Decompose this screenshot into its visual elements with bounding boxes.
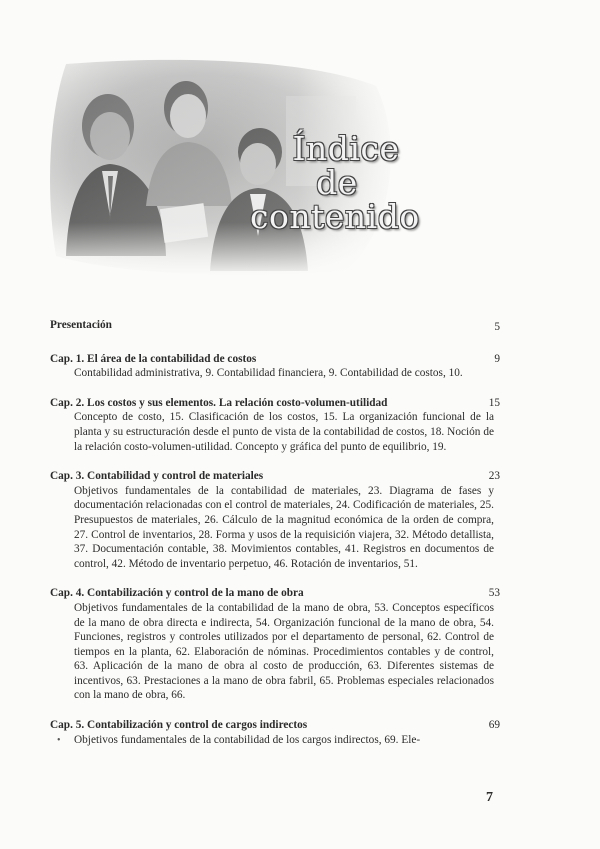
toc-page-number: 53 (488, 587, 500, 600)
toc-description: Objetivos fundamentales de la contabilidad de materiales, 23. Diagrama de fases y documentación relacionadas con el control de materiales, 24. Codificación de materiales, 25. Presupuestos de materiales, 26. Cálculo de la magnitud económica de la orden de compra, 27. Control de inventarios, 28. Forma y usos de la requisición viajera, 32. Método detallista, 37. Documentación contable, 38. Movimientos contables, 41. Registros en documentos de control, 42. Método de inventario perpetuo, 46. Rotación de inventarios, 51. (74, 484, 494, 570)
toc-entry-cap2 (50, 396, 500, 454)
title-line: de (316, 163, 358, 202)
toc-page-number: 9 (494, 352, 500, 365)
bullet-mark-icon: • (57, 735, 61, 747)
toc-description: Objetivos fundamentales de la contabilidad de la mano de obra, 53. Conceptos específicos de la mano de obra directa e indirecta, 54. Organización funcional de la mano de obra, 54. Funciones, registros y controles utilizados por el departamento de personal, 62. Control de tiempos en la planta, 62. Elaboración de nóminas. Procedimientos contables y de control, 63. Aplicación de la mano de obra al costo de producción, 63. Diferentes sistemas de incentivos, 63. Prestaciones a la mano de obra fabril, 65. Problemas especiales relacionados con la mano de obra, 66. (74, 601, 494, 702)
toc-entry-cap1 (50, 352, 500, 381)
toc-page-number: 15 (488, 396, 500, 409)
toc-entry-cap3 (50, 469, 500, 571)
toc-heading: Presentación (50, 319, 112, 331)
toc-heading: Cap. 1. El área de la contabilidad de costos (50, 352, 257, 365)
toc-description: Objetivos fundamentales de la contabilidad de los cargos indirectos, 69. Ele- (74, 733, 421, 746)
toc-heading: Cap. 2. Los costos y sus elementos. La relación costo-volumen-utilidad (50, 396, 388, 409)
toc-entry-cap5 (50, 718, 500, 747)
toc-heading: Cap. 4. Contabilización y control de la mano de obra (50, 587, 304, 600)
toc-description: Concepto de costo, 15. Clasificación de los costos, 15. La organización funcional de la planta y su estructuración desde el punto de vista de la contabilidad de costos, 18. Noción de la relación costo-volumen-utilidad. Concepto y gráfica del punto de equilibrio, 19. (74, 411, 494, 453)
toc-entry-presentacion (50, 318, 500, 333)
toc-heading: Cap. 5. Contabilización y control de cargos indirectos (50, 719, 308, 732)
page-title (250, 129, 420, 236)
toc-page-number: 23 (488, 470, 500, 483)
table-of-contents (50, 318, 500, 762)
toc-page-number: 5 (494, 321, 500, 333)
toc-entry-cap4 (50, 586, 500, 703)
title-line: Índice (292, 129, 400, 168)
toc-description: Contabilidad administrativa, 9. Contabilidad financiera, 9. Contabilidad de costos, 10. (74, 367, 463, 380)
toc-heading: Cap. 3. Contabilidad y control de materiales (50, 470, 264, 483)
toc-page-number: 69 (488, 719, 500, 732)
page-number: 7 (486, 790, 493, 805)
title-line: contenido (250, 197, 420, 236)
